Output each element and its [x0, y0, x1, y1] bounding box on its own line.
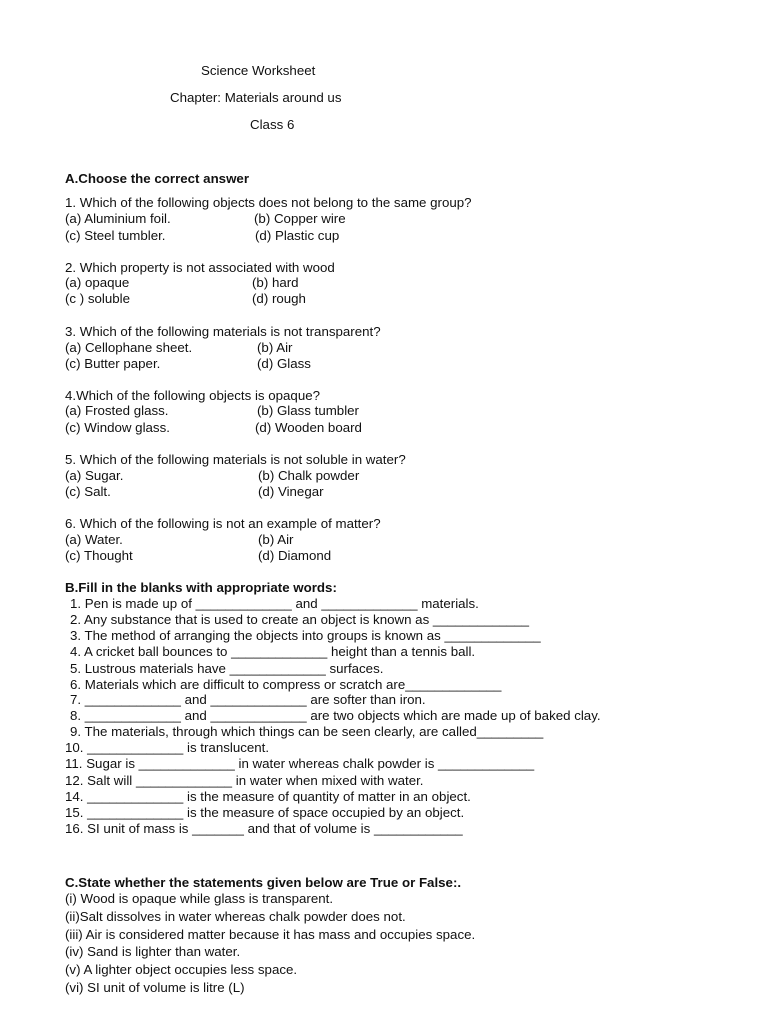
- q1-option-d: (d) Plastic cup: [255, 228, 340, 243]
- fill-blank-item: 1. Pen is made up of _____________ and _____________ materials.: [70, 596, 479, 611]
- worksheet-chapter: Chapter: Materials around us: [170, 90, 342, 105]
- q5-option-b: (b) Chalk powder: [258, 468, 360, 483]
- fill-blank-item: 11. Sugar is _____________ in water whereas chalk powder is _____________: [65, 756, 535, 771]
- q3-option-c: (c) Butter paper.: [65, 356, 161, 371]
- question-2: 2. Which property is not associated with wood: [65, 260, 335, 275]
- q3-option-d: (d) Glass: [257, 356, 311, 371]
- true-false-item: (i) Wood is opaque while glass is transparent.: [65, 891, 334, 906]
- fill-blank-item: 7. _____________ and _____________ are softer than iron.: [70, 692, 426, 707]
- worksheet-class: Class 6: [250, 117, 295, 132]
- question-4: 4.Which of the following objects is opaque?: [65, 388, 321, 403]
- question-5: 5. Which of the following materials is not soluble in water?: [65, 452, 406, 467]
- true-false-item: (iv) Sand is lighter than water.: [65, 944, 241, 959]
- section-a-heading: A.Choose the correct answer: [65, 171, 249, 186]
- question-1: 1. Which of the following objects does not belong to the same group?: [65, 195, 472, 210]
- q3-option-b: (b) Air: [257, 340, 293, 355]
- q1-option-b: (b) Copper wire: [254, 211, 346, 226]
- fill-blank-item: 4. A cricket ball bounces to _____________ height than a tennis ball.: [70, 644, 476, 659]
- fill-blank-item: 15. _____________ is the measure of space occupied by an object.: [65, 805, 465, 820]
- fill-blank-item: 6. Materials which are difficult to compress or scratch are_____________: [70, 677, 502, 692]
- fill-blank-item: 14. _____________ is the measure of quantity of matter in an object.: [65, 789, 471, 804]
- q4-option-d: (d) Wooden board: [255, 420, 362, 435]
- section-c-heading: C.State whether the statements given below are True or False:.: [65, 875, 462, 890]
- section-b-heading: B.Fill in the blanks with appropriate words:: [65, 580, 337, 595]
- q5-option-d: (d) Vinegar: [258, 484, 324, 499]
- q4-option-b: (b) Glass tumbler: [257, 403, 359, 418]
- fill-blank-item: 5. Lustrous materials have _____________ surfaces.: [70, 661, 384, 676]
- q6-option-b: (b) Air: [258, 532, 294, 547]
- q1-option-a: (a) Aluminium foil.: [65, 211, 171, 226]
- fill-blank-item: 3. The method of arranging the objects into groups is known as _____________: [70, 628, 541, 643]
- q2-option-b: (b) hard: [252, 275, 299, 290]
- q2-option-d: (d) rough: [252, 291, 306, 306]
- true-false-item: (v) A lighter object occupies less space.: [65, 962, 298, 977]
- q5-option-c: (c) Salt.: [65, 484, 111, 499]
- fill-blank-item: 8. _____________ and _____________ are two objects which are made up of baked clay.: [70, 708, 601, 723]
- worksheet-title: Science Worksheet: [201, 63, 316, 78]
- q6-option-c: (c) Thought: [65, 548, 133, 563]
- q1-option-c: (c) Steel tumbler.: [65, 228, 166, 243]
- fill-blank-item: 2. Any substance that is used to create an object is known as _____________: [70, 612, 530, 627]
- q6-option-d: (d) Diamond: [258, 548, 332, 563]
- q4-option-c: (c) Window glass.: [65, 420, 170, 435]
- q3-option-a: (a) Cellophane sheet.: [65, 340, 193, 355]
- q2-option-c: (c ) soluble: [65, 291, 131, 306]
- q4-option-a: (a) Frosted glass.: [65, 403, 169, 418]
- fill-blank-item: 12. Salt will _____________ in water when mixed with water.: [65, 773, 424, 788]
- q6-option-a: (a) Water.: [65, 532, 123, 547]
- fill-blank-item: 9. The materials, through which things can be seen clearly, are called_________: [70, 724, 544, 739]
- fill-blank-item: 10. _____________ is translucent.: [65, 740, 270, 755]
- q2-option-a: (a) opaque: [65, 275, 130, 290]
- question-3: 3. Which of the following materials is not transparent?: [65, 324, 381, 339]
- true-false-item: (vi) SI unit of volume is litre (L): [65, 980, 245, 995]
- question-6: 6. Which of the following is not an example of matter?: [65, 516, 381, 531]
- true-false-item: (ii)Salt dissolves in water whereas chalk powder does not.: [65, 909, 406, 924]
- q5-option-a: (a) Sugar.: [65, 468, 124, 483]
- fill-blank-item: 16. SI unit of mass is _______ and that of volume is ____________: [65, 821, 463, 836]
- true-false-item: (iii) Air is considered matter because it has mass and occupies space.: [65, 927, 476, 942]
